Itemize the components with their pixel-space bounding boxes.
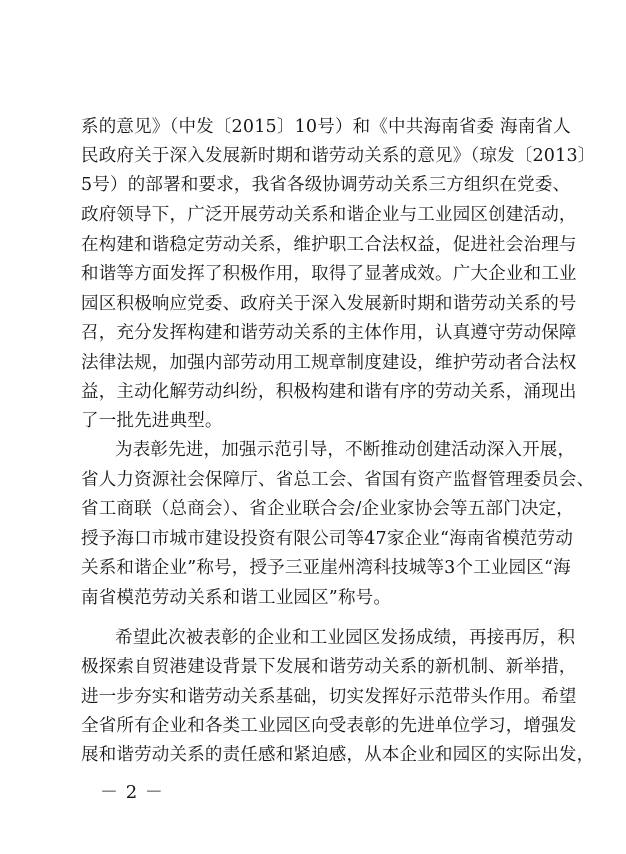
text-line: 政府领导下，广泛开展劳动关系和谐企业与工业园区创建活动， (81, 205, 577, 225)
text-line: 希望此次被表彰的企业和工业园区发扬成绩，再接再厉，积 (115, 628, 576, 648)
text-line: 法律法规，加强内部劳动用工规章制度建设，维护劳动者合法权 (81, 353, 577, 373)
text-line: 民政府关于深入发展新时期和谐劳动关系的意见》（琼发〔2013〕 (81, 146, 596, 166)
text-line: 了一批先进典型。 (81, 411, 223, 431)
text-line: 省人力资源社会保障厅、省总工会、省国有资产监督管理委员会、 (81, 470, 595, 490)
text-line: 授予海口市城市建设投资有限公司等47家企业“海南省模范劳动 (81, 529, 574, 549)
text-line: 省工商联（总商会）、省企业联合会/企业家协会等五部门决定， (81, 499, 574, 519)
text-line: 极探索自贸港建设背景下发展和谐劳动关系的新机制、新举措， (81, 657, 577, 677)
text-line: 进一步夯实和谐劳动关系基础，切实发挥好示范带头作用。希望 (81, 687, 577, 707)
text-line: 全省所有企业和各类工业园区向受表彰的先进单位学习，增强发 (81, 716, 577, 736)
text-line: 在构建和谐稳定劳动关系，维护职工合法权益，促进社会治理与 (81, 235, 577, 255)
text-line: 关系和谐企业”称号，授予三亚崖州湾科技城等3个工业园区“海 (81, 558, 571, 578)
text-line: 益，主动化解劳动纠纷，积极构建和谐有序的劳动关系，涌现出 (81, 382, 577, 402)
text-line: 展和谐劳动关系的责任感和紧迫感，从本企业和园区的实际出发， (81, 745, 595, 765)
page-number: － 2 － (100, 782, 164, 803)
text-line: 园区积极响应党委、政府关于深入发展新时期和谐劳动关系的号 (81, 294, 577, 314)
text-line: 召，充分发挥构建和谐劳动关系的主体作用，认真遵守劳动保障 (81, 323, 577, 343)
text-line: 5号）的部署和要求，我省各级协调劳动关系三方组织在党委、 (81, 175, 571, 195)
text-line: 系的意见》（中发〔2015〕10号）和《中共海南省委 海南省人 (81, 117, 571, 137)
text-line: 南省模范劳动关系和谐工业园区”称号。 (81, 588, 392, 608)
text-line: 和谐等方面发挥了积极作用，取得了显著成效。广大企业和工业 (81, 264, 577, 284)
text-line: 为表彰先进，加强示范引导，不断推动创建活动深入开展， (115, 440, 576, 460)
